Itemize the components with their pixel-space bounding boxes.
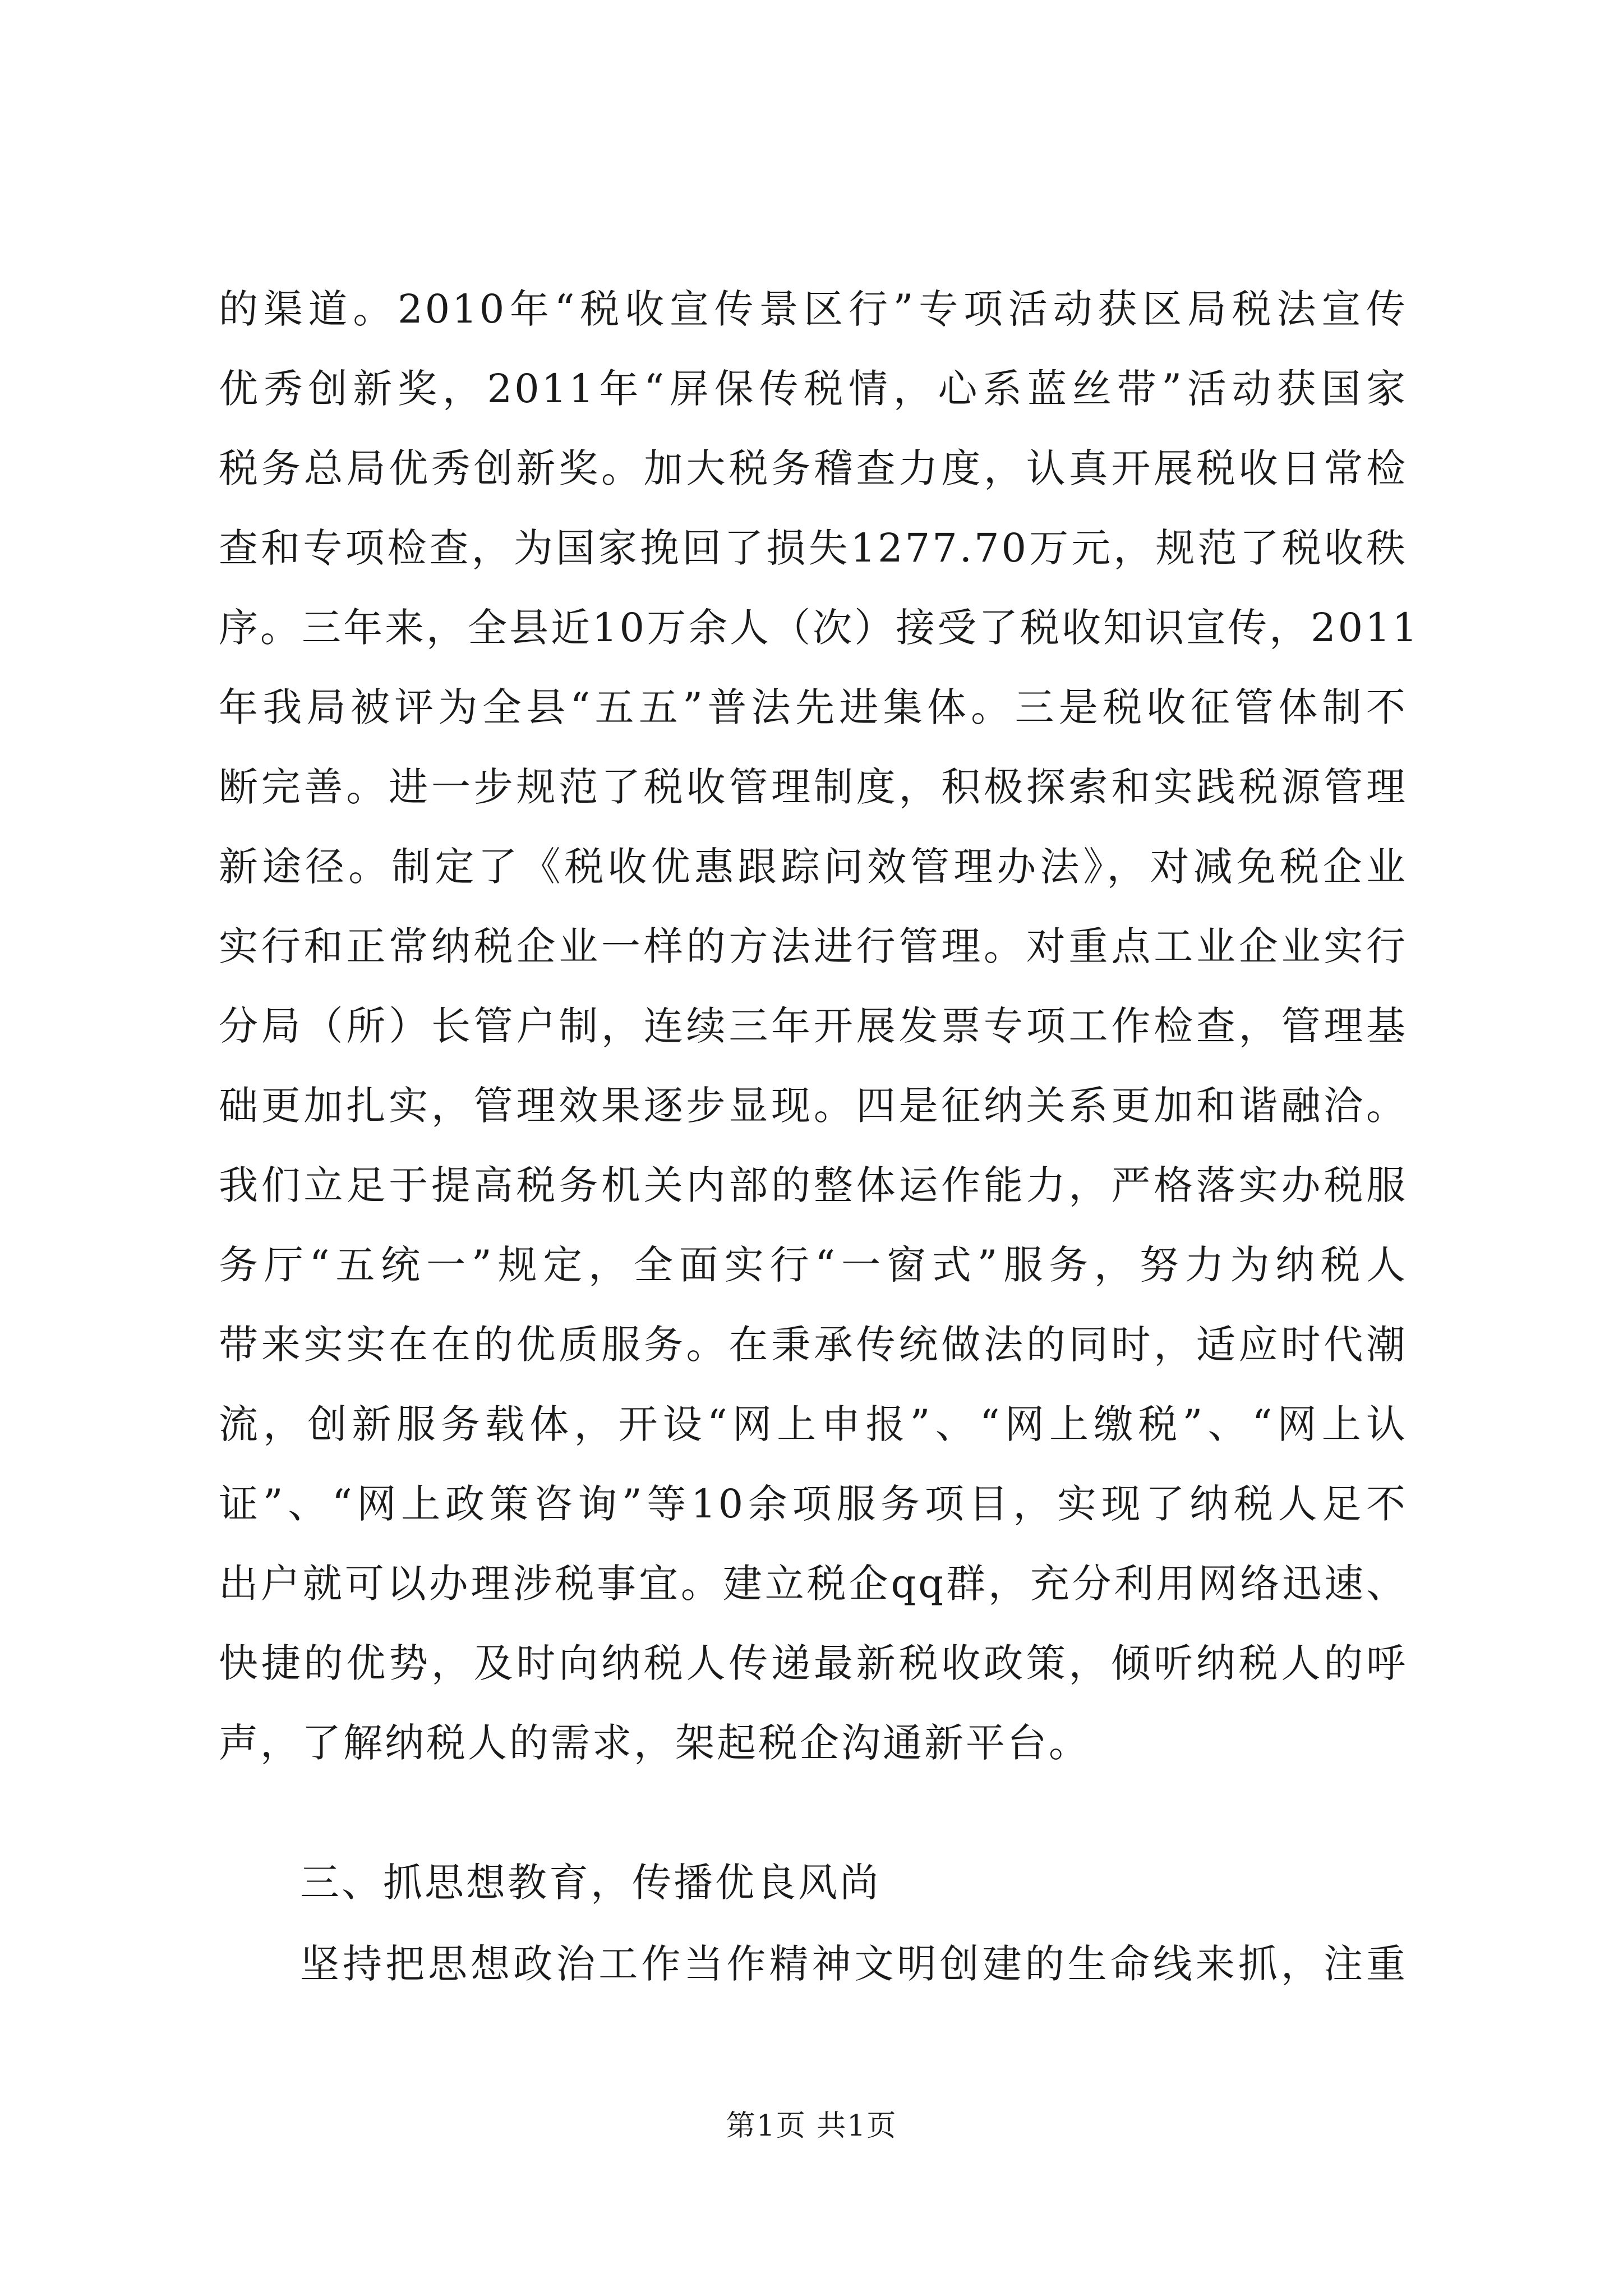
paragraph-line: 声，了解纳税人的需求，架起税企沟通新平台。 — [219, 1720, 1090, 1766]
paragraph-line: 实行和正常纳税企业一样的方法进行管理。对重点工业企业实行 — [219, 923, 1408, 969]
paragraph-line: 优秀创新奖，2011年“屏保传税情，心系蓝丝带”活动获国家 — [219, 366, 1408, 412]
page-footer: 第1页 共1页 — [726, 2109, 897, 2143]
paragraph-line: 证”、“网上政策咨询”等10余项服务项目，实现了纳税人足不 — [219, 1481, 1408, 1527]
paragraph-line: 断完善。进一步规范了税收管理制度，积极探索和实践税源管理 — [219, 764, 1408, 810]
body-paragraph — [219, 269, 1420, 1783]
paragraph-line: 的渠道。2010年“税收宣传景区行”专项活动获区局税法宣传 — [219, 286, 1408, 332]
paragraph-line: 础更加扎实，管理效果逐步显现。四是征纳关系更加和谐融洽。 — [219, 1083, 1408, 1129]
paragraph-line: 分局（所）长管户制，连续三年开展发票专项工作检查，管理基 — [219, 1003, 1408, 1049]
paragraph-line: 税务总局优秀创新奖。加大税务稽查力度，认真开展税收日常检 — [219, 445, 1408, 491]
paragraph-line: 新途径。制定了《税收优惠跟踪问效管理办法》，对减免税企业 — [219, 844, 1408, 890]
paragraph-line: 出户就可以办理涉税事宜。建立税企qq群，充分利用网络迅速、 — [219, 1561, 1408, 1607]
paragraph-line: 务厅“五统一”规定，全面实行“一窗式”服务，努力为纳税人 — [219, 1242, 1408, 1288]
section-heading: 三、抓思想教育，传播优良风尚 — [300, 1860, 881, 1906]
paragraph-line: 我们立足于提高税务机关内部的整体运作能力，严格落实办税服 — [219, 1162, 1408, 1208]
paragraph-line: 流，创新服务载体，开设“网上申报”、“网上缴税”、“网上认 — [219, 1401, 1408, 1447]
paragraph-line: 查和专项检查，为国家挽回了损失1277.70万元，规范了税收秩 — [219, 525, 1408, 571]
paragraph-line: 快捷的优势，及时向纳税人传递最新税收政策，倾听纳税人的呼 — [219, 1640, 1408, 1686]
next-paragraph-line: 坚持把思想政治工作当作精神文明创建的生命线来抓，注重 — [300, 1941, 1408, 1987]
paragraph-line: 年我局被评为全县“五五”普法先进集体。三是税收征管体制不 — [219, 684, 1408, 730]
paragraph-line: 带来实实在在的优质服务。在秉承传统做法的同时，适应时代潮 — [219, 1322, 1408, 1368]
paragraph-line: 序。三年来，全县近10万余人（次）接受了税收知识宣传，2011 — [219, 605, 1420, 651]
